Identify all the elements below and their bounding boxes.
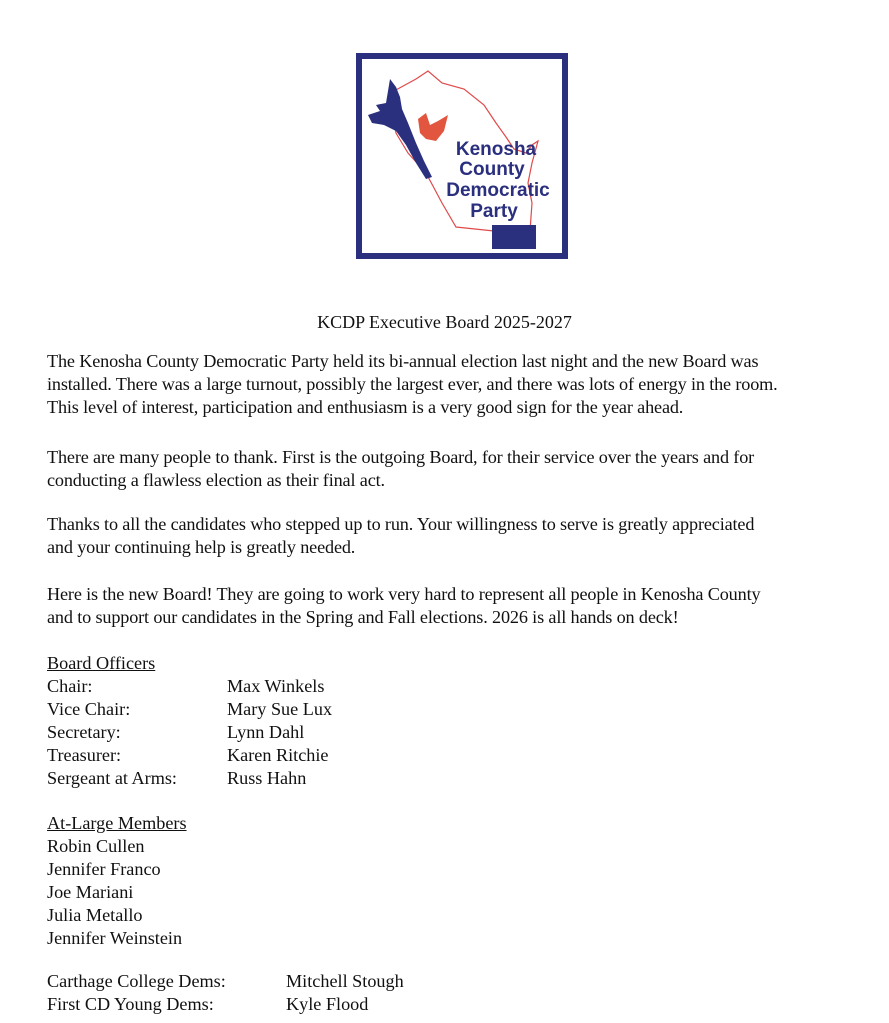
club-row [47, 970, 404, 993]
clubs-section [47, 970, 404, 1016]
officer-name: Lynn Dahl [227, 722, 305, 742]
officer-name: Russ Hahn [227, 768, 307, 788]
officer-role: Sergeant at Arms: [47, 768, 177, 788]
member-name: Julia Metallo [47, 905, 143, 925]
member-name: Robin Cullen [47, 836, 145, 856]
member-name: Joe Mariani [47, 882, 134, 902]
member-name: Jennifer Weinstein [47, 928, 183, 948]
officer-row [47, 675, 332, 698]
paragraph-thanks-board: There are many people to thank. First is the outgoing Board, for their service over the years and for conducting a flawless election as their final act. [47, 447, 755, 490]
officer-row [47, 698, 332, 721]
board-officers-section [47, 652, 332, 790]
club-role: Carthage College Dems: [47, 971, 226, 991]
officer-role: Secretary: [47, 722, 121, 742]
svg-text:Democratic: Democratic [446, 180, 550, 201]
club-row [47, 993, 404, 1016]
officer-row [47, 721, 332, 744]
svg-text:Party: Party [470, 201, 518, 222]
svg-text:Kenosha: Kenosha [455, 139, 537, 160]
at-large-heading: At-Large Members [47, 813, 187, 833]
officer-role: Vice Chair: [47, 699, 131, 719]
kcdp-logo [356, 53, 568, 259]
member-name: Jennifer Franco [47, 859, 161, 879]
club-role: First CD Young Dems: [47, 994, 214, 1014]
club-name: Mitchell Stough [286, 971, 404, 991]
officer-name: Mary Sue Lux [227, 699, 333, 719]
svg-text:County: County [459, 159, 525, 180]
paragraph-new-board: Here is the new Board! They are going to work very hard to represent all people in Kenosha County and to support our candidates in the Spring and Fall elections. 2026 is all hands on deck! [47, 584, 761, 627]
officer-row [47, 767, 332, 790]
officer-role: Chair: [47, 676, 93, 696]
document-title: KCDP Executive Board 2025-2027 [317, 312, 572, 332]
at-large-members-section [47, 812, 187, 950]
board-officers-heading: Board Officers [47, 653, 156, 673]
officer-name: Max Winkels [227, 676, 325, 696]
officer-row [47, 744, 332, 767]
paragraph-election: The Kenosha County Democratic Party held its bi-annual election last night and the new Board was installed. There was a large turnout, possibly the largest ever, and there was lots of energy in the room. This level of interest, participation and enthusiasm is a very good sign for the year ahead. [47, 351, 778, 417]
paragraph-thanks-candidates: Thanks to all the candidates who stepped up to run. Your willingness to serve is greatly appreciated and your continuing help is greatly needed. [47, 514, 755, 557]
club-name: Kyle Flood [286, 994, 369, 1014]
officer-name: Karen Ritchie [227, 745, 329, 765]
officer-role: Treasurer: [47, 745, 122, 765]
